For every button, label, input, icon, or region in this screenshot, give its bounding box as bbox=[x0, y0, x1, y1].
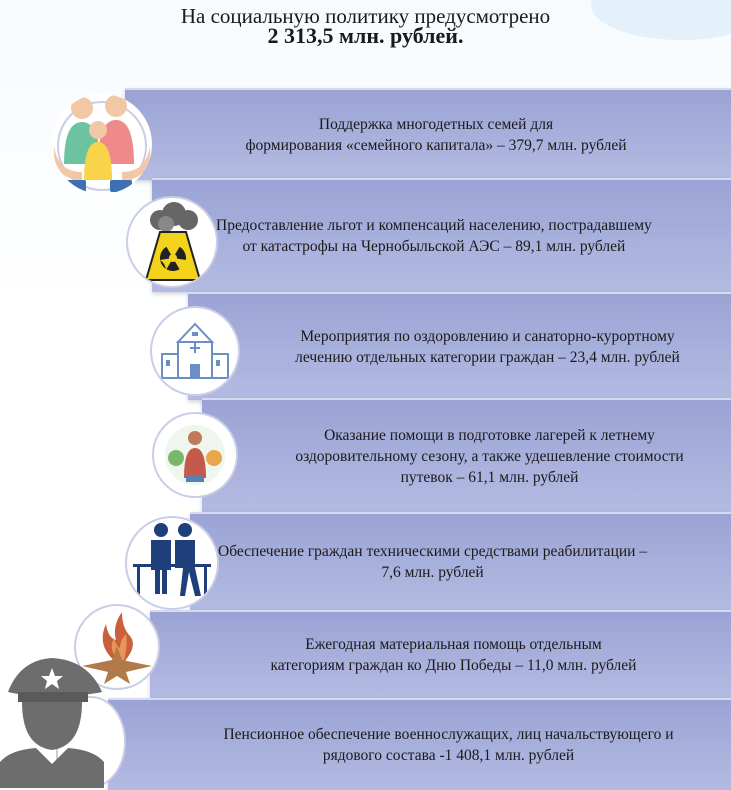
rehabilitation-icon bbox=[125, 516, 219, 610]
item-summer-camps bbox=[202, 398, 731, 512]
item-text bbox=[190, 514, 731, 610]
item-text-line: оздоровительному сезону, а также удешевление стоимости bbox=[295, 447, 684, 465]
item-military-pension bbox=[108, 698, 731, 790]
item-text-line: 7,6 млн. рублей bbox=[381, 564, 484, 581]
item-text-line: Ежегодная материальная помощь отдельным bbox=[305, 636, 602, 653]
item-text-line: Пенсионное обеспечение военнослужащих, лиц начальствующего и bbox=[223, 726, 674, 743]
item-text bbox=[202, 400, 731, 512]
title-amount: 2 313,5 млн. рублей. bbox=[267, 23, 464, 48]
item-text-line: категориям граждан ко Дню Победы – 11,0 млн. рублей bbox=[270, 657, 637, 674]
item-text-line: Поддержка многодетных семей для bbox=[318, 116, 554, 133]
title-line: На социальную политику предусмотрено bbox=[180, 4, 551, 28]
item-text bbox=[125, 90, 731, 180]
page-title bbox=[0, 6, 731, 46]
family-icon bbox=[52, 94, 152, 194]
soldier-silhouette bbox=[0, 654, 120, 788]
item-text bbox=[152, 180, 731, 292]
item-victory-day bbox=[150, 610, 731, 698]
item-text-line: формирования «семейного капитала» – 379,7 млн. рублей bbox=[245, 137, 627, 154]
summer-camp-icon bbox=[152, 412, 238, 498]
item-text bbox=[188, 294, 731, 400]
item-text-line: Мероприятия по оздоровлению и санаторно-курортному bbox=[300, 328, 675, 345]
item-text-line: Обеспечение граждан техническими средствами реабилитации – bbox=[218, 543, 648, 560]
item-text-line: путевок – 61,1 млн. рублей bbox=[400, 468, 579, 486]
item-text-line: от катастрофы на Чернобыльской АЭС – 89,1 млн. рублей bbox=[242, 238, 626, 255]
item-text bbox=[150, 612, 731, 698]
item-text bbox=[108, 700, 731, 790]
item-chernobyl bbox=[152, 178, 731, 292]
item-rehabilitation bbox=[190, 512, 731, 610]
item-family-capital bbox=[125, 88, 731, 180]
item-text-line: лечению отдельных категории граждан – 23,4 млн. рублей bbox=[295, 349, 680, 366]
hospital-icon bbox=[150, 306, 240, 396]
item-text-line: Оказание помощи в подготовке лагерей к летнему bbox=[324, 426, 655, 444]
item-text-line: Предоставление льгот и компенсаций населению, пострадавшему bbox=[216, 217, 652, 234]
radiation-icon bbox=[126, 196, 218, 288]
item-text-line: рядового состава -1 408,1 млн. рублей bbox=[322, 747, 575, 764]
item-sanatorium bbox=[188, 292, 731, 400]
